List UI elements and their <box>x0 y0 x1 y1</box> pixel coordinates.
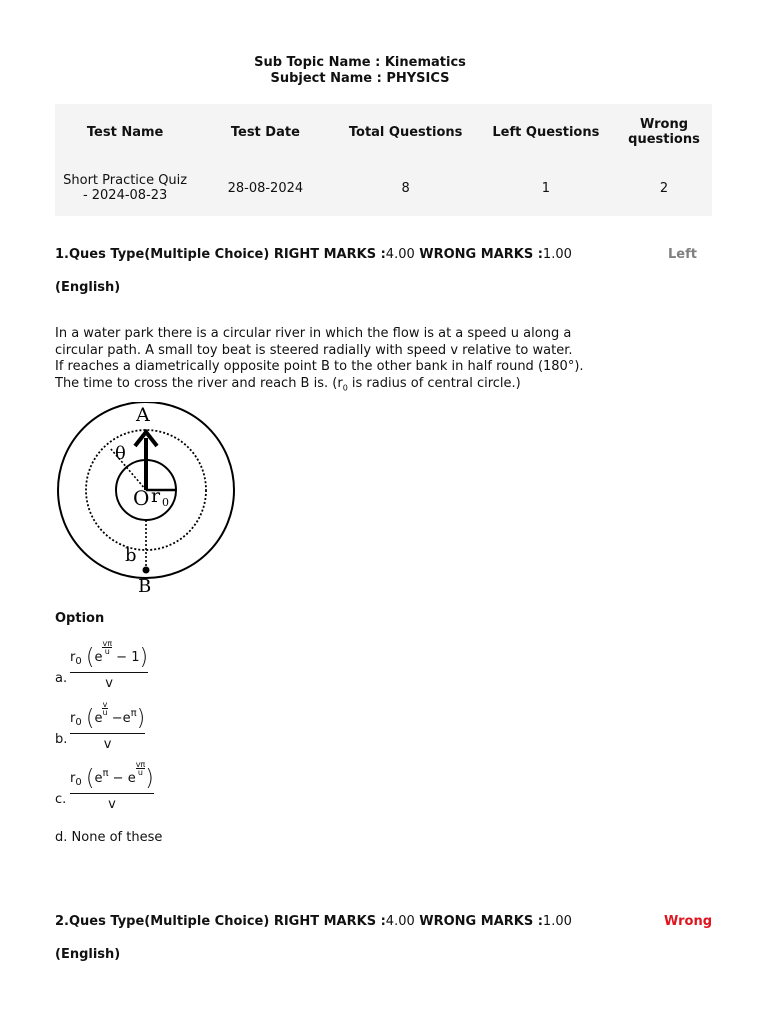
math-symbol: − <box>116 650 128 665</box>
option-b-formula <box>70 701 145 752</box>
header-test-name: Test Name <box>86 124 164 140</box>
option-letter: b. <box>55 732 68 747</box>
cell-test-date: 28-08-2024 <box>227 180 304 196</box>
exponent-denominator: u <box>104 647 110 656</box>
question-2-header <box>55 914 712 929</box>
label-a: A <box>136 404 150 426</box>
exponent-numerator: vπ <box>102 639 113 648</box>
exponent-numerator: v <box>102 700 108 709</box>
math-symbol: − <box>111 711 123 726</box>
math-paren: ) <box>139 645 149 670</box>
page-header <box>0 55 720 87</box>
option-label: Option <box>55 611 105 626</box>
option-letter: c. <box>55 792 67 807</box>
formula-numerator <box>70 640 148 673</box>
cell-total-questions: 8 <box>401 180 410 196</box>
option-d[interactable] <box>55 830 162 845</box>
label-r: r <box>151 485 161 507</box>
option-letter: d. <box>55 830 68 845</box>
math-symbol: e <box>127 771 136 786</box>
subject-name: Subject Name : PHYSICS <box>270 71 450 86</box>
question-1-text <box>55 326 585 397</box>
exponent-numerator: vπ <box>135 760 146 769</box>
math-subscript: 0 <box>75 656 82 667</box>
math-subscript: 0 <box>75 777 82 788</box>
header-total-questions: Total Questions <box>348 124 463 140</box>
math-symbol: r <box>70 771 76 786</box>
option-letter: a. <box>55 671 68 686</box>
math-exponent <box>136 761 146 776</box>
math-exponent: π <box>102 768 109 779</box>
formula-numerator <box>70 761 154 794</box>
formula-denominator: v <box>105 676 113 691</box>
formula-denominator: v <box>108 797 116 812</box>
question-text-part: is radius of central circle.) <box>347 375 521 391</box>
wrong-marks-label: WRONG MARKS : <box>414 914 543 929</box>
question-status: Left <box>668 247 697 262</box>
right-marks: 4.00 <box>385 914 415 929</box>
right-marks: 4.00 <box>385 247 415 262</box>
question-text-part: In a water park there is a circular river in which the flow is at a speed u along a circular path. A small toy beat is steered radially with speed v relative to water. If reaches a diametrically opposite point B to the other bank in half round (180°). The time to cross the river and reach B is. (r <box>55 326 584 391</box>
label-r-subscript: 0 <box>162 496 169 509</box>
option-c-formula <box>70 761 154 812</box>
question-1-header <box>55 247 715 262</box>
cell-test-name: Short Practice Quiz - 2024-08-23 <box>63 173 188 203</box>
header-wrong-questions: Wrong questions <box>628 117 700 147</box>
math-symbol: − <box>112 771 124 786</box>
question-2-language: (English) <box>55 947 121 962</box>
math-symbol: e <box>94 650 103 665</box>
math-exponent <box>102 640 112 655</box>
math-exponent <box>102 701 107 716</box>
sub-topic-name: Sub Topic Name : Kinematics <box>254 55 466 70</box>
question-type: 2.Ques Type(Multiple Choice) RIGHT MARKS : <box>55 914 386 929</box>
math-symbol: r <box>70 650 76 665</box>
question-text-subscript: 0 <box>342 383 348 393</box>
summary-data-row <box>55 160 712 216</box>
wrong-marks: 1.00 <box>542 914 572 929</box>
label-b: B <box>138 576 152 597</box>
math-paren: ) <box>145 766 154 791</box>
wrong-marks-label: WRONG MARKS : <box>414 247 543 262</box>
formula-numerator <box>70 701 145 734</box>
math-paren: ) <box>136 706 146 731</box>
math-paren: ( <box>85 706 95 731</box>
header-left-questions: Left Questions <box>492 124 600 140</box>
question-type: 1.Ques Type(Multiple Choice) RIGHT MARKS : <box>55 247 386 262</box>
math-paren: ( <box>85 645 95 670</box>
math-exponent: π <box>130 708 137 719</box>
math-symbol: 1 <box>131 650 140 665</box>
question-1-language: (English) <box>55 280 121 295</box>
math-symbol: e <box>94 771 103 786</box>
cell-left-questions: 1 <box>541 180 551 196</box>
test-summary-table <box>55 104 712 216</box>
math-paren: ( <box>85 766 95 791</box>
wrong-marks: 1.00 <box>542 247 572 262</box>
point-b-dot <box>143 567 150 574</box>
math-symbol: e <box>94 711 103 726</box>
summary-header-row <box>55 104 712 160</box>
header-test-date: Test Date <box>230 124 300 140</box>
label-b-width: b <box>125 545 137 566</box>
cell-wrong-questions: 2 <box>659 180 669 196</box>
label-o: O <box>133 486 150 510</box>
question-status: Wrong <box>663 914 712 929</box>
option-a-formula <box>70 640 148 691</box>
formula-denominator: v <box>103 737 112 752</box>
exponent-denominator: u <box>102 708 108 717</box>
circular-river-diagram <box>55 402 240 597</box>
label-theta: θ <box>115 443 126 464</box>
exponent-denominator: u <box>137 768 143 777</box>
math-symbol: e <box>122 711 131 726</box>
math-subscript: 0 <box>75 717 82 728</box>
math-symbol: r <box>70 711 76 726</box>
option-text: None of these <box>71 830 163 845</box>
